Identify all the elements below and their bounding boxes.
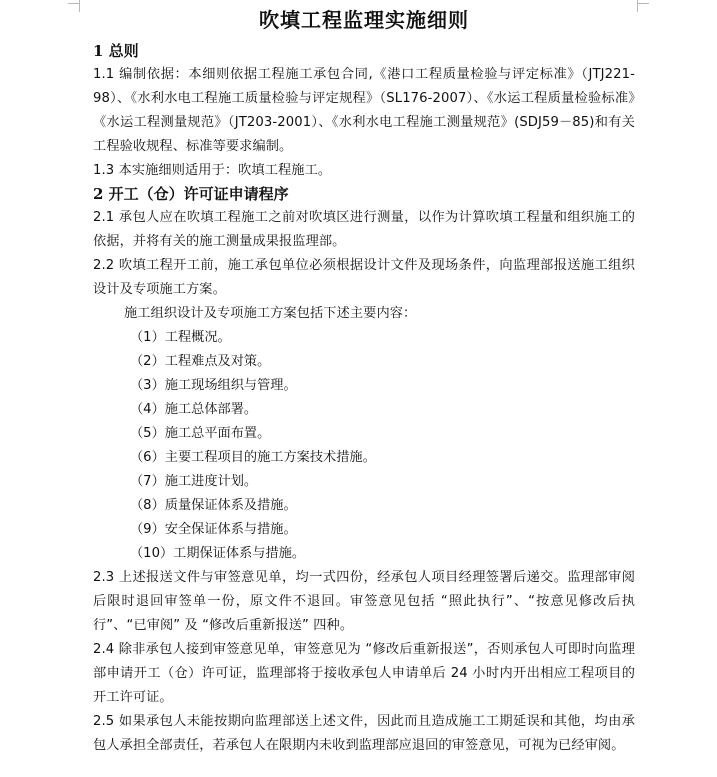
- crop-mark-top-left-v: [79, 0, 80, 12]
- section-2-heading: 2 开工（仓）许可证申请程序: [93, 185, 289, 203]
- list-item: （1）工程概况。: [130, 330, 231, 345]
- section-2-paragraph-4: 2.4 除非承包人接到审签意见单，审签意见为 “修改后重新报送”，否则承包人可即时向监理部申请开工（仓）许可证，监理部将于接收承包人申请单后 24 小时内开出相应工程项目的开工许可证。: [93, 642, 635, 705]
- crop-mark-top-right-h: [637, 3, 649, 4]
- list-item: （10）工期保证体系与措施。: [130, 546, 306, 561]
- section-1-paragraph-1: 1.1 编制依据：本细则依据工程施工承包合同,《港口工程质量检验与评定标准》（JTJ221-98）、《水利水电工程施工质量检验与评定规程》（SL176-2007）、《水运工程质量检验标准》《水运工程测量规范》（JT203-2001）、《水利水电工程施工测量规范》(SDJ59－85)和有关工程验收规程、标准等要求编制。: [93, 67, 635, 154]
- list-item: （9）安全保证体系与措施。: [130, 522, 297, 537]
- list-item: （8）质量保证体系及措施。: [130, 498, 297, 513]
- section-2-paragraph-5: 2.5 如果承包人未能按期向监理部送上述文件，因此而且造成施工工期延误和其他，均由承包人承担全部责任，若承包人在限期内未收到监理部应退回的审签意见，可视为已经审阅。: [93, 714, 635, 753]
- list-item: （4）施工总体部署。: [130, 402, 258, 417]
- section-1-heading: 1 总则: [93, 42, 139, 60]
- list-item: （6）主要工程项目的施工方案技术措施。: [130, 450, 376, 465]
- section-2-paragraph-2: 2.2 吹填工程开工前，施工承包单位必须根据设计文件及现场条件，向监理部报送施工组织设计及专项施工方案。: [93, 258, 635, 297]
- section-2-list-intro: 施工组织设计及专项施工方案包括下述主要内容：: [124, 306, 417, 321]
- content-list: [93, 326, 635, 566]
- list-item: （5）施工总平面布置。: [130, 426, 271, 441]
- crop-mark-top-right-v: [637, 0, 638, 12]
- list-item: （3）施工现场组织与管理。: [130, 378, 297, 393]
- section-2-paragraph-3: 2.3 上述报送文件与审签意见单，均一式四份，经承包人项目经理签署后递交。监理部审阅后限时退回审签单一份，原文件不退回。审签意见包括 “照此执行”、“按意见修改后执行”、“已审阅” 及 “修改后重新报送” 四种。: [93, 570, 635, 633]
- list-item: （2）工程难点及对策。: [130, 354, 271, 369]
- section-1-paragraph-2: 1.3 本实施细则适用于：吹填工程施工。: [93, 163, 332, 178]
- list-item: （7）施工进度计划。: [130, 474, 258, 489]
- document-body: [93, 6, 635, 758]
- document-title: 吹填工程监理实施细则: [259, 8, 469, 32]
- section-2-paragraph-1: 2.1 承包人应在吹填工程施工之前对吹填区进行测量，以作为计算吹填工程量和组织施工的依据，并将有关的施工测量成果报监理部。: [93, 210, 635, 249]
